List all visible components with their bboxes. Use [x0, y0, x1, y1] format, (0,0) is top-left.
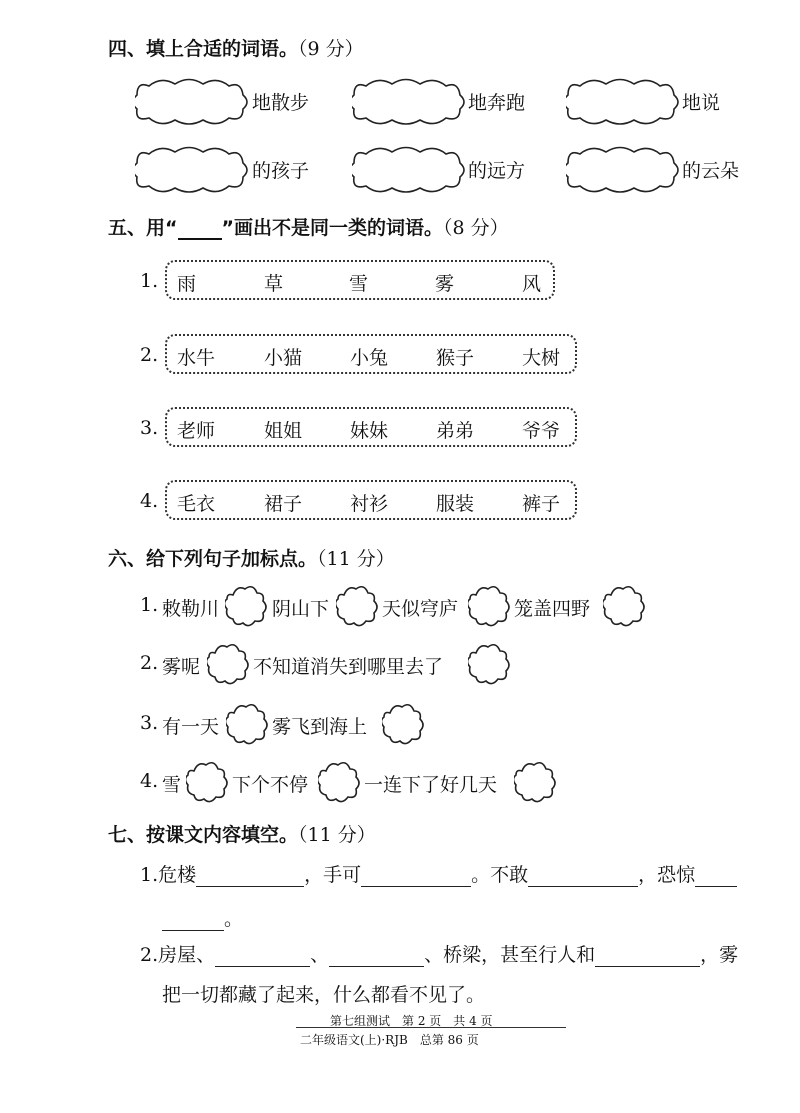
phrase-item: 的云朵	[682, 160, 740, 182]
phrase-item: 的孩子	[252, 160, 310, 182]
word-option[interactable]: 服装	[436, 493, 475, 515]
word-option[interactable]: 衬衫	[350, 493, 389, 515]
punctuation-cloud[interactable]	[226, 703, 270, 747]
sentence-part: 阴山下	[272, 598, 330, 620]
phrase-item: 地散步	[252, 92, 310, 114]
sentence-part: 雾呢	[162, 656, 201, 678]
answer-cloud[interactable]	[566, 146, 680, 194]
word-option[interactable]: 小猫	[264, 347, 303, 369]
row-number: 3.	[140, 417, 159, 439]
sentence-number: 4.	[140, 770, 159, 792]
word-option[interactable]: 老师	[177, 420, 216, 442]
word-option[interactable]: 毛衣	[177, 493, 216, 515]
fill-text: 。	[224, 908, 244, 930]
word-option[interactable]: 雾	[435, 273, 455, 295]
answer-cloud[interactable]	[566, 78, 680, 126]
underline-sample	[178, 220, 222, 240]
phrase-item: 地奔跑	[468, 92, 526, 114]
row-number: 2.	[140, 344, 159, 366]
answer-blank[interactable]	[595, 946, 700, 967]
word-box	[165, 407, 577, 447]
word-option[interactable]: 大树	[522, 347, 561, 369]
punctuation-cloud[interactable]	[186, 761, 230, 805]
fill-text: 、	[310, 944, 330, 966]
punctuation-cloud[interactable]	[207, 643, 251, 687]
sentence-part: 雪	[162, 774, 182, 796]
phrase-item: 地说	[682, 92, 721, 114]
sentence-part: 有一天	[162, 716, 220, 738]
word-box	[165, 480, 577, 520]
word-option[interactable]: 猴子	[436, 347, 475, 369]
punctuation-cloud[interactable]	[603, 585, 647, 629]
punctuation-cloud[interactable]	[382, 703, 426, 747]
word-box	[165, 260, 555, 300]
sentence-part: 一连下了好几天	[364, 774, 498, 796]
punctuation-cloud[interactable]	[468, 643, 512, 687]
punctuation-cloud[interactable]	[336, 585, 380, 629]
word-option[interactable]: 风	[522, 273, 542, 295]
footer-line-2: 二年级语文(上)·RJB 总第 86 页	[300, 1033, 479, 1047]
answer-blank[interactable]	[528, 866, 638, 887]
answer-cloud[interactable]	[352, 78, 466, 126]
answer-blank[interactable]	[215, 946, 310, 967]
answer-blank[interactable]	[695, 866, 737, 887]
sentence-part: 雾飞到海上	[272, 716, 368, 738]
answer-cloud[interactable]	[135, 146, 249, 194]
punctuation-cloud[interactable]	[318, 761, 362, 805]
section-7-title: 七、按课文内容填空。（11 分）	[108, 824, 376, 846]
word-option[interactable]: 小兔	[350, 347, 389, 369]
punctuation-cloud[interactable]	[514, 761, 558, 805]
sentence-part: 不知道消失到哪里去了	[253, 656, 444, 678]
sentence-part: 笼盖四野	[514, 598, 591, 620]
sentence-number: 1.	[140, 594, 159, 616]
fill-text: ，手可	[304, 864, 362, 886]
fill-text: ，恐惊	[638, 864, 696, 886]
section-6-title: 六、给下列句子加标点。（11 分）	[108, 548, 395, 570]
punctuation-cloud[interactable]	[468, 585, 512, 629]
row-number: 1.	[140, 270, 159, 292]
answer-blank[interactable]	[329, 946, 424, 967]
row-number: 4.	[140, 490, 159, 512]
sentence-part: 敕勒川	[162, 598, 220, 620]
answer-blank[interactable]	[361, 866, 471, 887]
fill-text: 2.房屋、	[140, 944, 216, 966]
word-option[interactable]: 妹妹	[350, 420, 389, 442]
section-5-title: 五、用“ ”画出不是同一类的词语。（8 分）	[108, 217, 509, 239]
word-option[interactable]: 姐姐	[264, 420, 303, 442]
word-option[interactable]: 雪	[349, 273, 369, 295]
phrase-item: 的远方	[468, 160, 526, 182]
answer-blank[interactable]	[162, 910, 224, 931]
punctuation-cloud[interactable]	[225, 585, 269, 629]
fill-text: 。不敢	[471, 864, 529, 886]
sentence-number: 2.	[140, 652, 159, 674]
fill-line-2	[140, 940, 738, 967]
word-option[interactable]: 水牛	[177, 347, 216, 369]
fill-text: 1.危楼	[140, 864, 197, 886]
word-box	[165, 334, 577, 374]
answer-blank[interactable]	[196, 866, 304, 887]
footer-rule	[296, 1027, 566, 1028]
word-option[interactable]: 裤子	[522, 493, 561, 515]
sentence-part: 下个不停	[232, 774, 309, 796]
section-4-title: 四、填上合适的词语。（9 分）	[108, 38, 364, 60]
answer-cloud[interactable]	[135, 78, 249, 126]
fill-line-1b	[162, 904, 243, 931]
word-option[interactable]: 爷爷	[522, 420, 561, 442]
word-option[interactable]: 裙子	[264, 493, 303, 515]
fill-line-3: 把一切都藏了起来，什么都看不见了。	[162, 984, 486, 1006]
sentence-number: 3.	[140, 712, 159, 734]
word-option[interactable]: 弟弟	[436, 420, 475, 442]
word-option[interactable]: 雨	[177, 273, 197, 295]
word-option[interactable]: 草	[264, 273, 284, 295]
fill-text: ，雾	[700, 944, 739, 966]
footer-line-1: 第七组测试 第 2 页 共 4 页	[330, 1014, 493, 1028]
sentence-part: 天似穹庐	[382, 598, 459, 620]
fill-text: 、桥梁，甚至行人和	[424, 944, 596, 966]
answer-cloud[interactable]	[352, 146, 466, 194]
fill-line-1	[140, 860, 737, 887]
